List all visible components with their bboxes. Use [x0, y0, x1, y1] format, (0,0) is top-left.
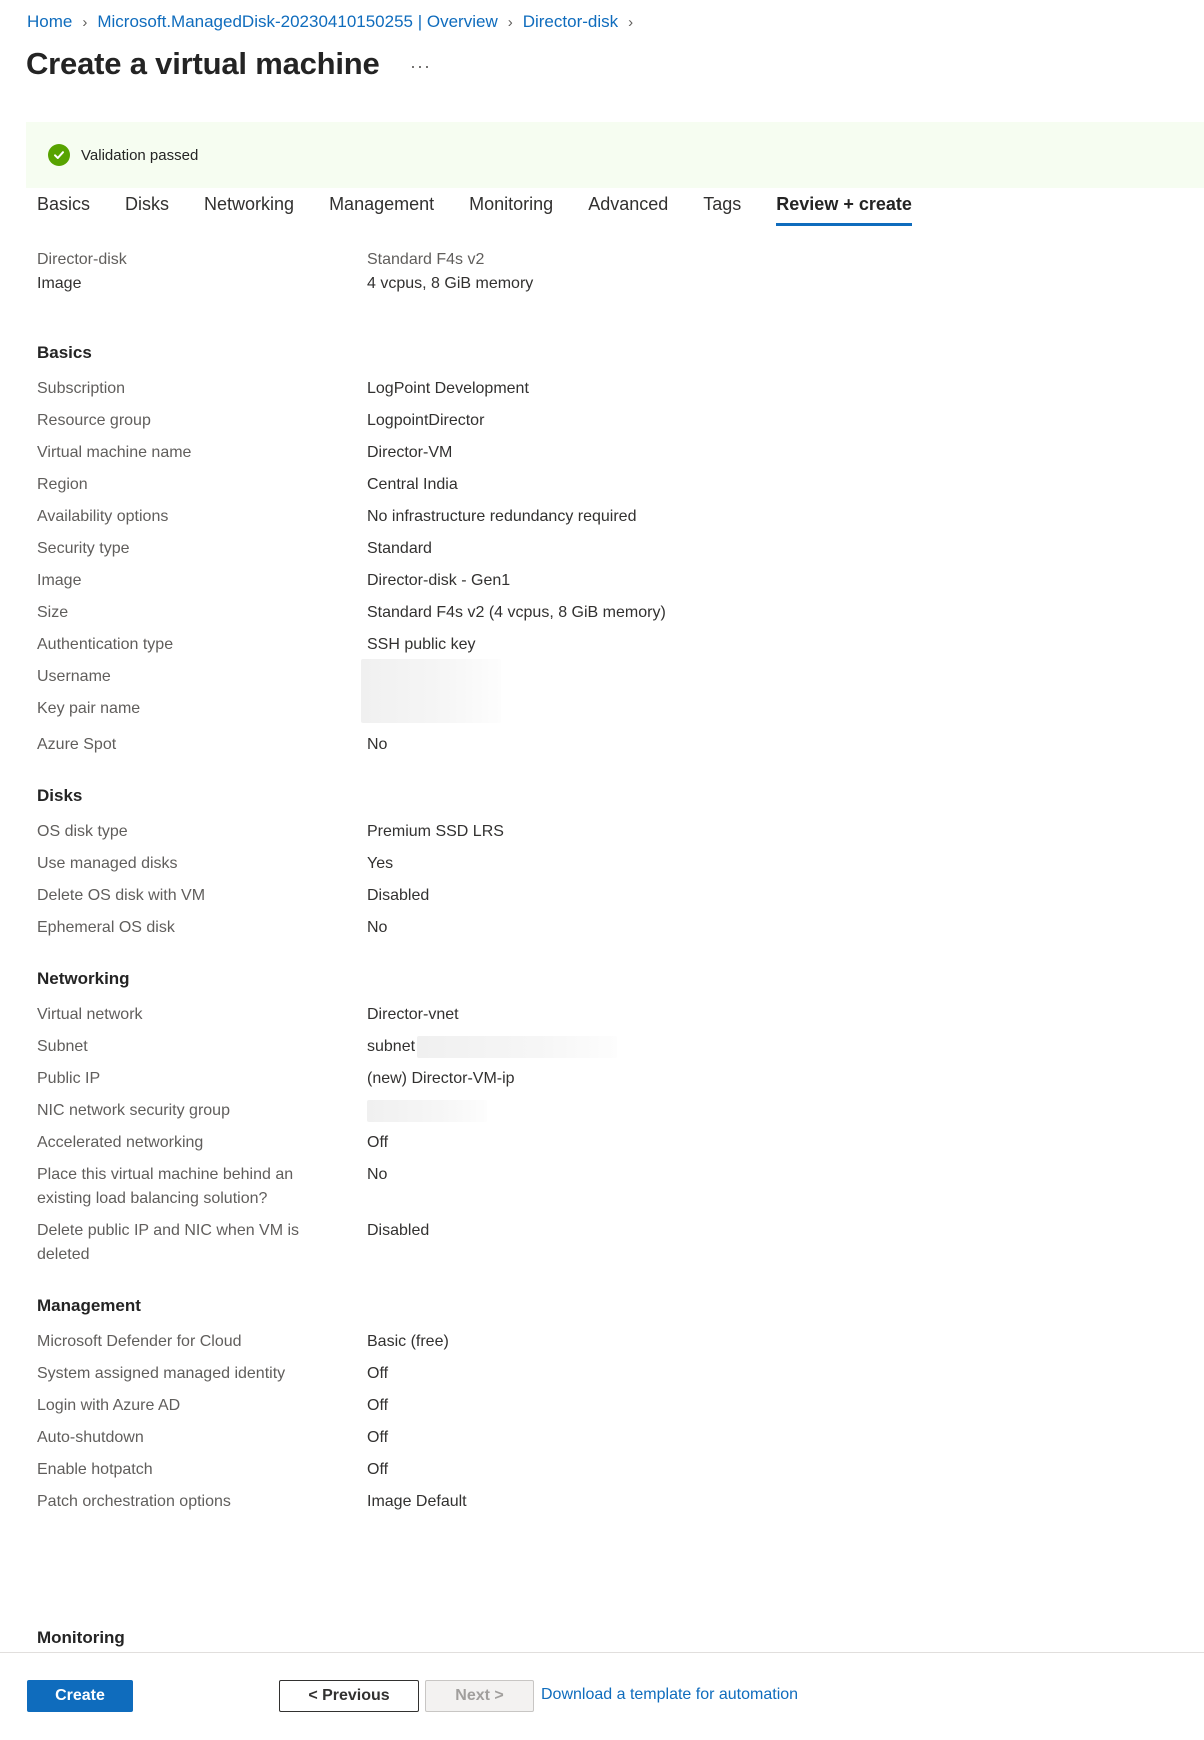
field-label: Security type [37, 540, 130, 557]
validation-status: Validation passed [81, 146, 199, 164]
field-label: Username [37, 668, 111, 685]
row-vm-name [37, 441, 1137, 465]
more-options-button[interactable]: ··· [410, 56, 431, 76]
row-resource-group [37, 409, 1137, 433]
row-ephemeral-os-disk [37, 916, 1137, 940]
row-size [37, 601, 1137, 625]
row-accelerated-networking [37, 1131, 1137, 1155]
field-value: Off [367, 1429, 389, 1446]
row-defender [37, 1330, 1137, 1354]
field-value: Image Default [367, 1493, 467, 1510]
row-subscription [37, 377, 1137, 401]
field-value: No infrastructure redundancy required [367, 508, 637, 525]
field-value: Director-VM [367, 444, 453, 461]
tab-monitoring[interactable]: Monitoring [469, 194, 554, 214]
tab-management[interactable]: Management [329, 194, 435, 214]
field-value: Disabled [367, 887, 430, 904]
row-key-pair [37, 697, 1137, 721]
field-label: Auto-shutdown [37, 1429, 144, 1446]
row-delete-public-ip-nic [37, 1219, 1137, 1267]
row-region [37, 473, 1137, 497]
field-label: System assigned managed identity [37, 1365, 286, 1382]
row-hotpatch [37, 1458, 1137, 1482]
field-label: Place this virtual machine behind an existing load balancing solution? [37, 1166, 294, 1207]
tab-disks[interactable]: Disks [125, 194, 170, 214]
field-value: Standard F4s v2 (4 vcpus, 8 GiB memory) [367, 604, 666, 621]
row-managed-identity [37, 1362, 1137, 1386]
field-label: Size [37, 604, 69, 621]
next-button[interactable]: Next > [425, 1680, 534, 1712]
section-disks [37, 781, 1137, 940]
field-value: Director-vnet [367, 1006, 459, 1023]
tab-basics[interactable]: Basics [37, 194, 91, 214]
section-basics [37, 338, 1137, 757]
field-value: Off [367, 1397, 389, 1414]
review-content [37, 338, 1137, 1538]
field-label: Key pair name [37, 700, 141, 717]
row-patch-orchestration [37, 1490, 1137, 1514]
field-value: No [367, 736, 388, 753]
field-label: Public IP [37, 1070, 101, 1087]
validation-banner [26, 122, 1204, 188]
field-value: Premium SSD LRS [367, 823, 504, 840]
field-label: Region [37, 476, 88, 493]
field-label: Ephemeral OS disk [37, 919, 175, 936]
chevron-right-icon: › [628, 13, 634, 31]
field-label: Subscription [37, 380, 126, 397]
row-username [37, 665, 1137, 689]
field-label: Authentication type [37, 636, 174, 653]
row-public-ip [37, 1067, 1137, 1091]
section-title: Management [37, 1296, 141, 1315]
field-value: Basic (free) [367, 1333, 449, 1350]
row-auth-type [37, 633, 1137, 657]
section-title: Disks [37, 786, 83, 805]
field-value: No [367, 1166, 388, 1183]
row-subnet [37, 1035, 1137, 1059]
chevron-right-icon: › [507, 13, 513, 31]
row-delete-os-disk [37, 884, 1137, 908]
summary-image-label: Image [37, 275, 82, 292]
row-os-disk-type [37, 820, 1137, 844]
section-title: Networking [37, 969, 130, 988]
tab-advanced[interactable]: Advanced [588, 194, 669, 214]
field-value [367, 1099, 487, 1123]
row-auto-shutdown [37, 1426, 1137, 1450]
row-nic-nsg [37, 1099, 1137, 1123]
row-availability [37, 505, 1137, 529]
field-label: Resource group [37, 412, 151, 429]
chevron-right-icon: › [82, 13, 88, 31]
field-value [367, 1035, 617, 1059]
field-value: Disabled [367, 1222, 430, 1239]
page-title: Create a virtual machine [26, 46, 380, 81]
row-virtual-network [37, 1003, 1137, 1027]
field-label: Login with Azure AD [37, 1397, 181, 1414]
tab-review-create[interactable]: Review + create [776, 192, 912, 228]
summary-header [37, 248, 533, 296]
tab-tags[interactable]: Tags [703, 194, 742, 214]
field-label: OS disk type [37, 823, 128, 840]
field-value: LogPoint Development [367, 380, 529, 397]
field-label: Patch orchestration options [37, 1493, 231, 1510]
breadcrumb [27, 12, 643, 32]
tab-networking[interactable]: Networking [204, 194, 295, 214]
field-value: Central India [367, 476, 458, 493]
subnet-name: subnet [367, 1038, 416, 1055]
field-value: LogpointDirector [367, 412, 485, 429]
check-circle-icon [48, 144, 70, 166]
summary-size-name: Standard F4s v2 [367, 251, 485, 268]
footer-action-bar [0, 1652, 1204, 1740]
field-value: Off [367, 1134, 389, 1151]
row-managed-disks [37, 852, 1137, 876]
field-label: Image [37, 572, 82, 589]
field-value: Standard [367, 540, 432, 557]
redacted-username-keypair [361, 659, 501, 723]
field-label: Subnet [37, 1038, 88, 1055]
field-label: Use managed disks [37, 855, 178, 872]
field-label: Azure Spot [37, 736, 117, 753]
section-title: Basics [37, 343, 92, 362]
row-azure-spot [37, 733, 1137, 757]
field-label: Virtual network [37, 1006, 143, 1023]
field-label: Accelerated networking [37, 1134, 204, 1151]
field-value: Director-disk - Gen1 [367, 572, 511, 589]
redacted-subnet-range [417, 1036, 617, 1058]
field-value: Off [367, 1461, 389, 1478]
section-title-monitoring: Monitoring [37, 1628, 125, 1647]
field-value: Yes [367, 855, 394, 872]
field-label: NIC network security group [37, 1102, 230, 1119]
field-label: Enable hotpatch [37, 1461, 153, 1478]
row-load-balancing [37, 1163, 1137, 1211]
summary-size-detail: 4 vcpus, 8 GiB memory [367, 275, 534, 292]
field-label: Microsoft Defender for Cloud [37, 1333, 242, 1350]
row-image [37, 569, 1137, 593]
field-value: No [367, 919, 388, 936]
field-label: Virtual machine name [37, 444, 192, 461]
field-label: Delete public IP and NIC when VM is deleted [37, 1222, 300, 1263]
section-management [37, 1291, 1137, 1514]
row-azure-ad-login [37, 1394, 1137, 1418]
field-value: Off [367, 1365, 389, 1382]
breadcrumb-home[interactable]: Home [27, 12, 73, 31]
breadcrumb-managed-disk-overview[interactable]: Microsoft.ManagedDisk-20230410150255 | Overview [97, 12, 498, 31]
field-value: (new) Director-VM-ip [367, 1070, 515, 1087]
field-label: Delete OS disk with VM [37, 887, 206, 904]
breadcrumb-director-disk[interactable]: Director-disk [522, 12, 619, 31]
field-label: Availability options [37, 508, 169, 525]
redacted-nsg [367, 1100, 487, 1122]
wizard-tabs [37, 192, 947, 228]
field-value: SSH public key [367, 636, 476, 653]
download-template-link[interactable]: Download a template for automation [541, 1686, 799, 1703]
previous-button[interactable]: < Previous [279, 1680, 419, 1712]
section-networking [37, 964, 1137, 1267]
create-button[interactable]: Create [27, 1680, 133, 1712]
row-security-type [37, 537, 1137, 561]
summary-image-name: Director-disk [37, 251, 127, 268]
